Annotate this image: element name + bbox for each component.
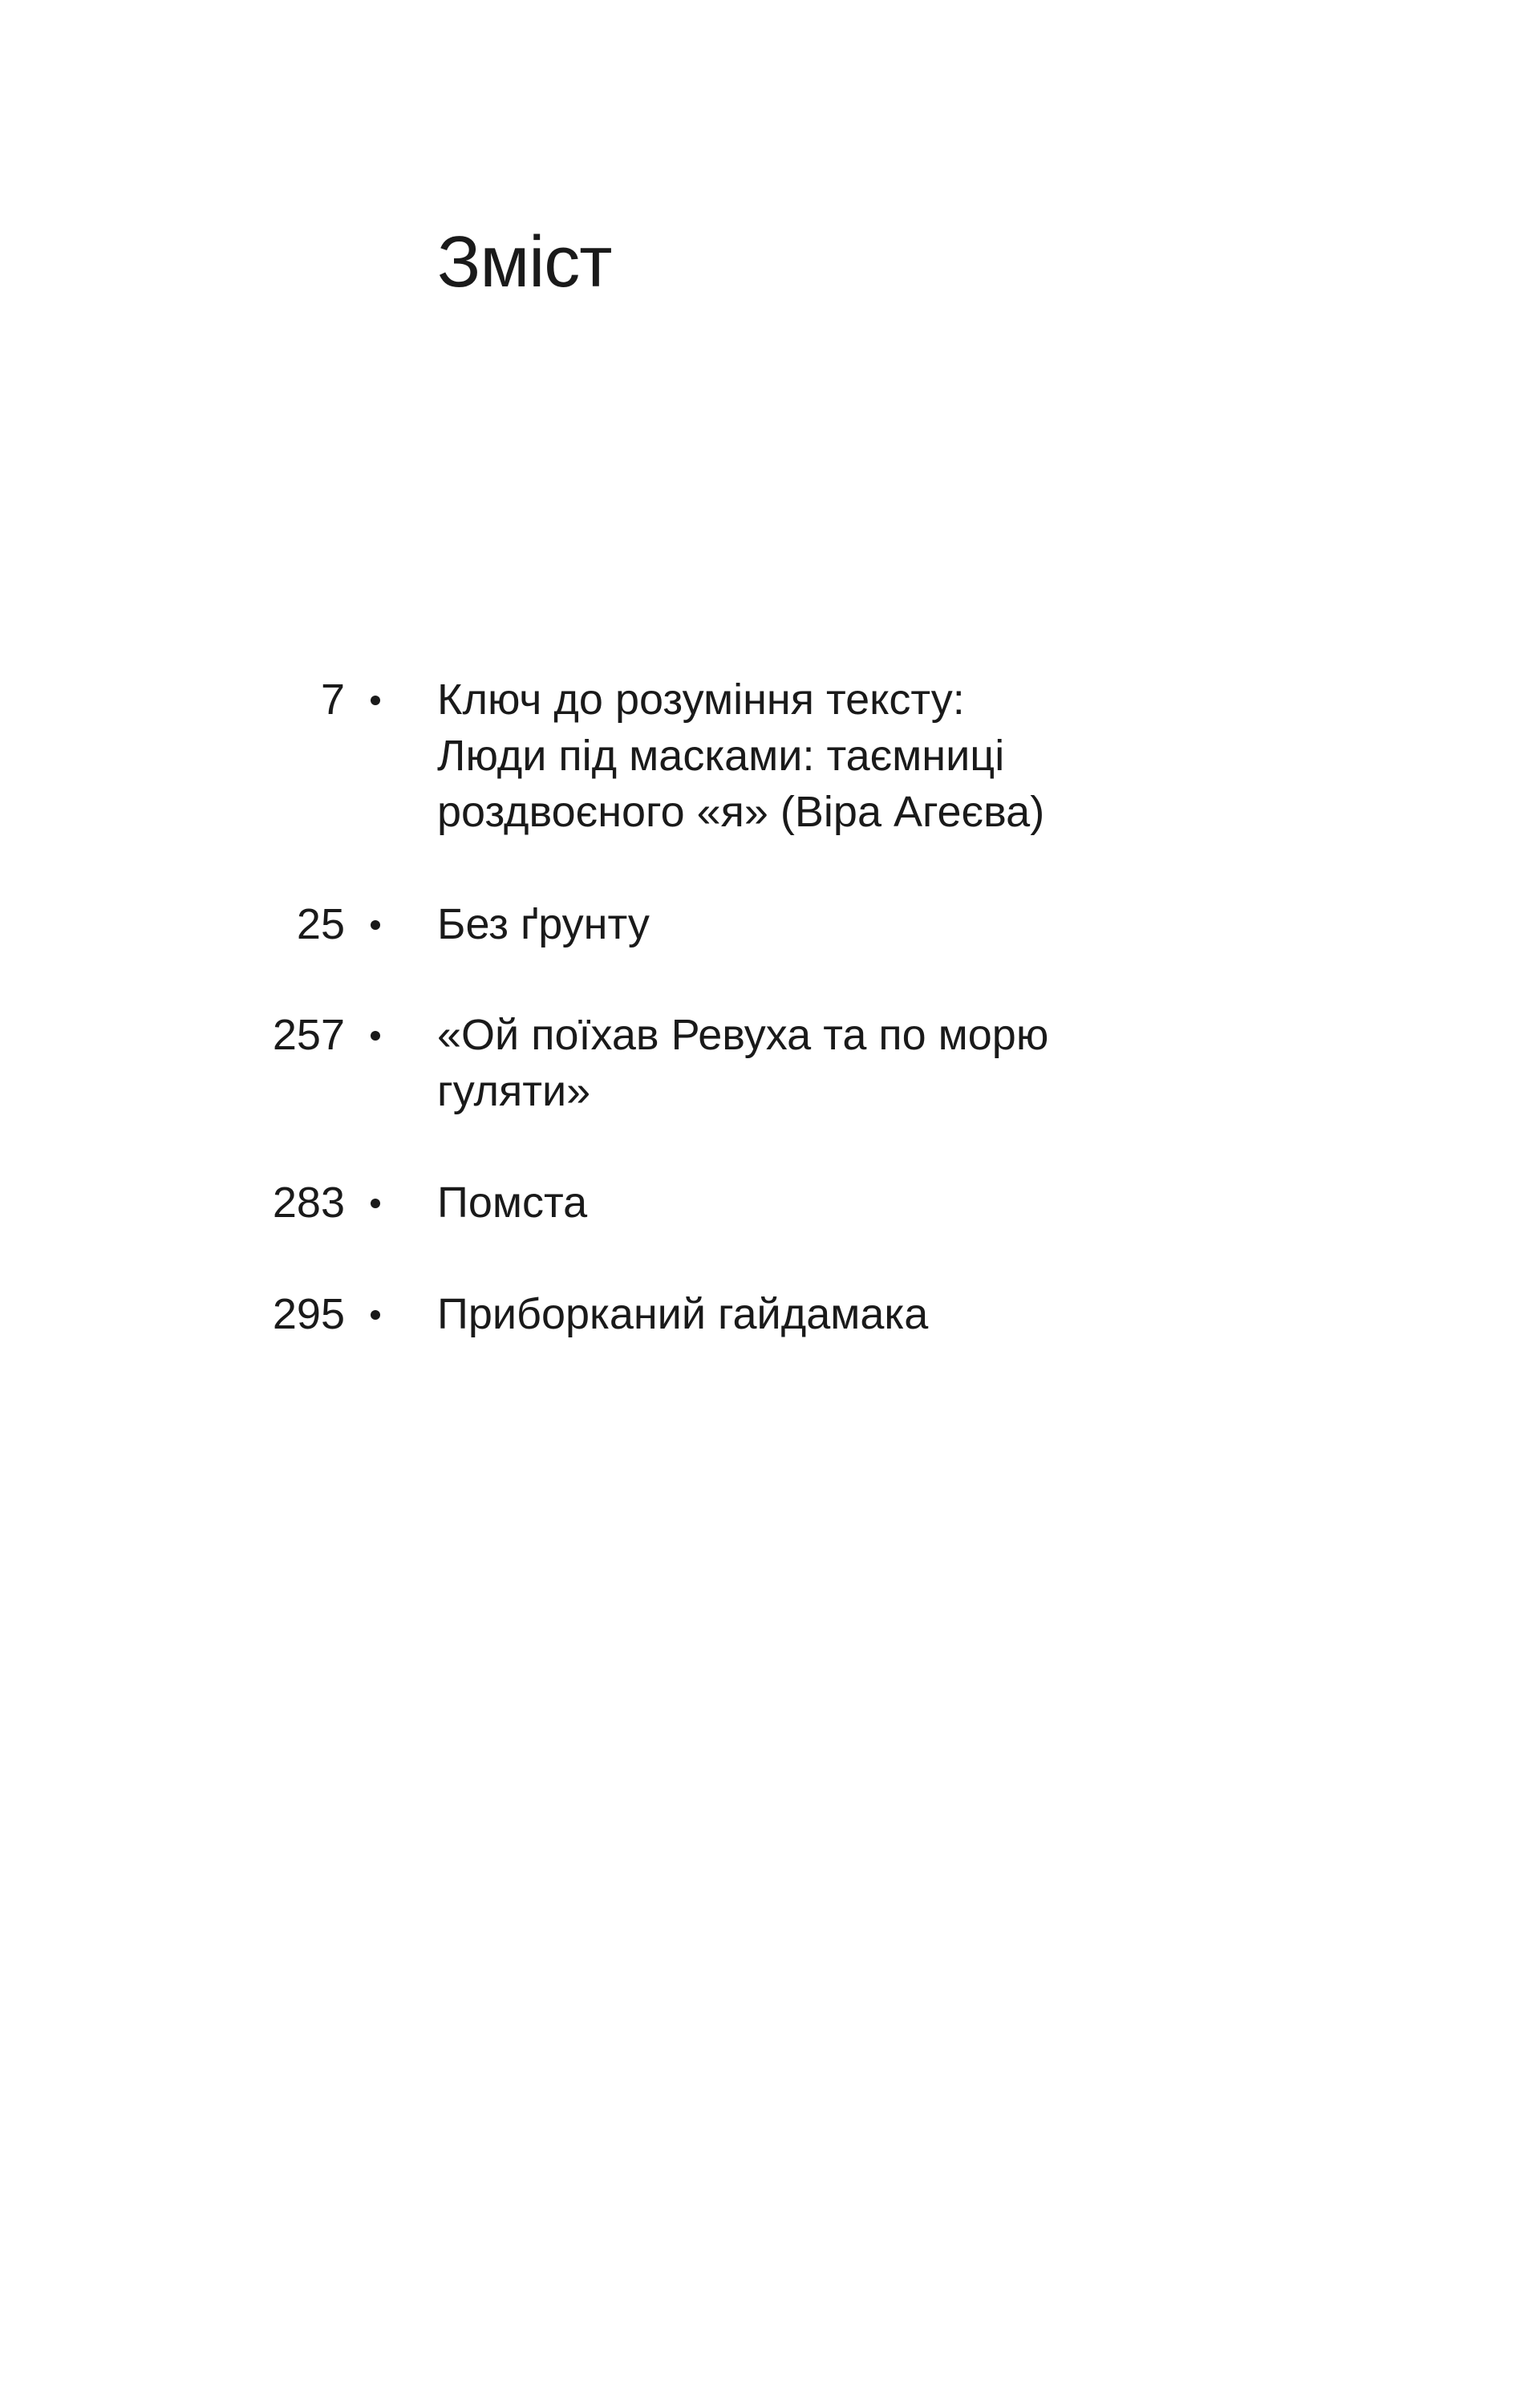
bullet-icon [371, 696, 380, 705]
toc-entry-line: Люди під масками: таємниці [437, 732, 1005, 780]
toc-entry-title [437, 896, 1127, 952]
toc-entry-line: «Ой поїхав Ревуха та по морю [437, 1011, 1049, 1059]
toc-entry-title [437, 1286, 1127, 1342]
toc-entry-title [437, 672, 1127, 840]
toc-page-number: 7 [320, 676, 345, 724]
toc-entry-line: Помста [437, 1179, 588, 1227]
toc-entry-line: Приборканий гайдамака [437, 1290, 929, 1338]
toc-page-number: 25 [296, 900, 345, 948]
toc-page-number: 257 [272, 1011, 345, 1059]
toc-entry-line: гуляти» [437, 1067, 591, 1115]
page-title: Зміст [437, 222, 612, 302]
toc-page-number: 283 [272, 1179, 345, 1227]
bullet-icon [371, 1031, 380, 1041]
toc-entry-line: Ключ до розуміння тексту: [437, 676, 965, 724]
toc-page-number: 295 [272, 1290, 345, 1338]
toc-entry-line: Без ґрунту [437, 900, 650, 948]
toc-entry-title [437, 1175, 1127, 1231]
bullet-icon [371, 1199, 380, 1208]
toc-entry-title [437, 1007, 1127, 1119]
bullet-icon [371, 920, 380, 930]
toc-entry-line: роздвоєного «я» (Віра Агеєва) [437, 788, 1045, 836]
bullet-icon [371, 1310, 380, 1320]
